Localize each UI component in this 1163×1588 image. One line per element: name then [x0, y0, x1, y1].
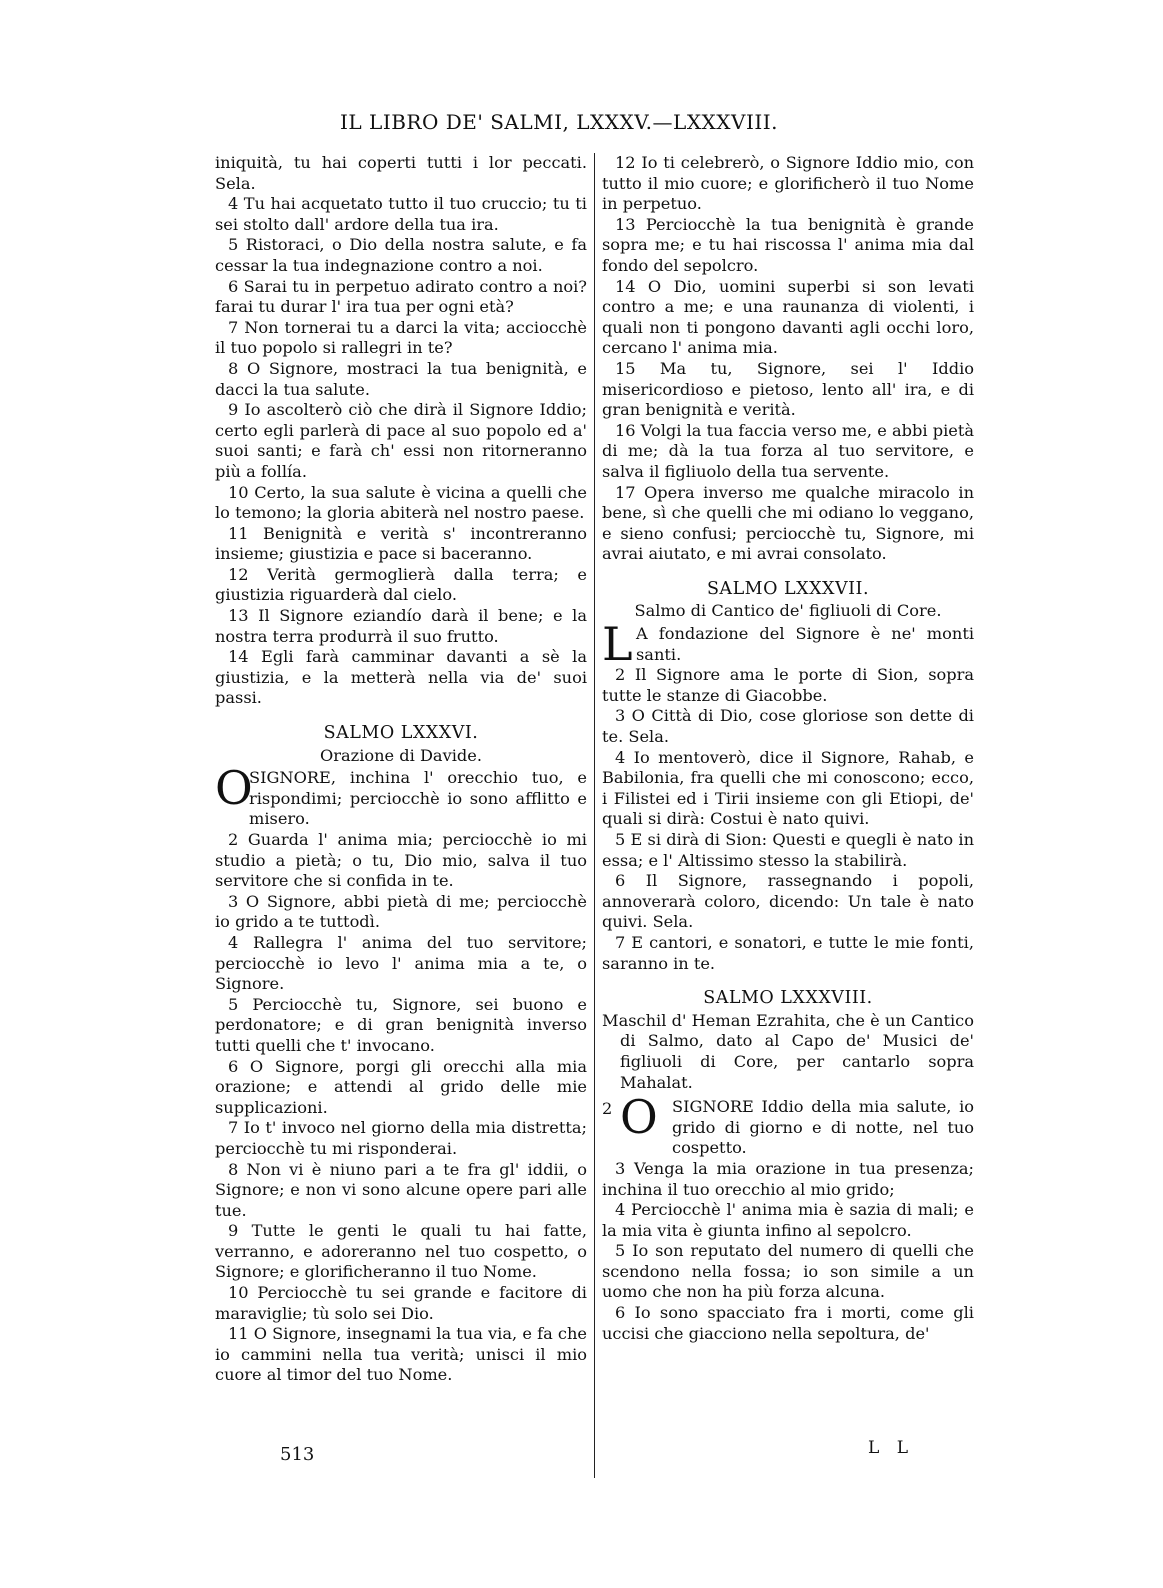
verse: 3 Venga la mia orazione in tua presenza; inchina il tuo orecchio al mio grido; — [602, 1158, 974, 1199]
psalm-subtitle: Salmo di Cantico de' figliuoli di Core. — [634, 601, 942, 621]
psalm-heading: SALMO LXXXVIII. — [703, 988, 873, 1009]
verse: 8 O Signore, mostraci la tua benignità, e dacci la tua salute. — [215, 358, 587, 399]
page-header: IL LIBRO DE' SALMI, LXXXV.—LXXXVIII. — [340, 110, 779, 134]
drop-cap: O — [620, 1090, 658, 1145]
verse: 10 Certo, la sua salute è vicina a quelli che lo temono; la gloria abiterà nel nostro paese. — [215, 482, 587, 523]
verse: 16 Volgi la tua faccia verso me, e abbi pietà di me; dà la tua forza al tuo servitore, e salva il figliuolo della tua servente. — [602, 420, 974, 481]
drop-cap: O — [215, 761, 253, 816]
verse-number: 2 — [602, 1099, 613, 1119]
verse: 6 Il Signore, rassegnando i popoli, annoverarà coloro, dicendo: Un tale è nato quivi. Sela. — [602, 871, 974, 932]
verse: 6 O Signore, porgi gli orecchi alla mia orazione; e attendi al grido delle mie supplicazioni. — [215, 1056, 587, 1117]
verse: 15 Ma tu, Signore, sei l' Iddio misericordioso e pietoso, lento all' ira, e di gran benignità e verità. — [602, 358, 974, 420]
psalm-superscript: Maschil d' Heman Ezrahita, che è un Cantico di Salmo, dato al Capo de' Musici de' figliuoli di Core, per cantarlo sopra Mahalat. — [602, 1010, 974, 1092]
verse: 3 O Signore, abbi pietà di me; perciocchè io grido a te tuttodì. — [215, 891, 587, 932]
verse: 13 Il Signore eziandío darà il bene; e la nostra terra produrrà il suo frutto. — [215, 606, 587, 646]
verse: 2 Il Signore ama le porte di Sion, sopra tutte le stanze di Giacobbe. — [602, 665, 974, 705]
psalm-first-verse — [602, 617, 974, 672]
psalm-first-verse — [602, 1090, 974, 1159]
verse: 14 Egli farà camminar davanti a sè la giustizia, e la metterà nella via de' suoi passi. — [215, 647, 587, 708]
right-column — [602, 153, 974, 1344]
verse: 17 Opera inverso me qualche miracolo in bene, sì che quelli che mi odiano lo veggano, e sieno confusi; perciocchè tu, Signore, mi avrai aiutato, e mi avrai consolato. — [602, 482, 974, 564]
verse: 5 Perciocchè tu, Signore, sei buono e perdonatore; e di gran benignità inverso tutti quelli che t' invocano. — [215, 994, 587, 1055]
verse: 13 Perciocchè la tua benignità è grande sopra me; e tu hai riscossa l' anima mia dal fondo del sepolcro. — [602, 214, 974, 275]
verse: 4 Tu hai acquetato tutto il tuo cruccio; tu ti sei stolto dall' ardore della tua ira. — [215, 194, 587, 234]
verse: 11 O Signore, insegnami la tua via, e fa che io cammini nella tua verità; unisci il mio cuore al timor del tuo Nome. — [215, 1324, 587, 1385]
first-verse-text: SIGNORE, inchina l' orecchio tuo, e rispondimi; perciocchè io sono afflitto e misero. — [249, 768, 587, 829]
verse: 4 Rallegra l' anima del tuo servitore; perciocchè io levo l' anima mia a te, o Signore. — [215, 932, 587, 994]
drop-cap: L — [602, 617, 633, 672]
left-column — [215, 153, 587, 1386]
verse: 7 Io t' invoco nel giorno della mia distretta; perciocchè tu mi risponderai. — [215, 1118, 587, 1158]
psalm-subtitle: Orazione di Davide. — [320, 745, 482, 765]
verse: 3 O Città di Dio, cose gloriose son dette di te. Sela. — [602, 706, 974, 747]
verse: 5 E si dirà di Sion: Questi e quegli è nato in essa; e l' Altissimo stesso la stabilirà. — [602, 830, 974, 870]
verse: 7 Non tornerai tu a darci la vita; acciocchè il tuo popolo si rallegri in te? — [215, 317, 587, 358]
verse: 8 Non vi è niuno pari a te fra gl' iddii, o Signore; e non vi sono alcune opere pari alle tue. — [215, 1159, 587, 1220]
signature-mark: L L — [868, 1438, 914, 1458]
page-number: 513 — [280, 1444, 315, 1465]
verse: 14 O Dio, uomini superbi si son levati contro a me; e una raunanza di violenti, i quali non ti pongono davanti agli occhi loro, cercano l' anima mia. — [602, 276, 974, 358]
psalm-heading: SALMO LXXXVI. — [323, 723, 479, 744]
verse: 9 Tutte le genti le quali tu hai fatte, verranno, e adoreranno nel tuo cospetto, o Signore; e glorificheranno il tuo Nome. — [215, 1221, 587, 1282]
verse: 6 Sarai tu in perpetuo adirato contro a noi? farai tu durar l' ira tua per ogni età? — [215, 276, 587, 317]
verse: 5 Ristoraci, o Dio della nostra salute, e fa cessar la tua indegnazione contro a noi. — [215, 235, 587, 275]
psalm-first-verse — [215, 761, 587, 830]
first-verse-text: SIGNORE Iddio della mia salute, io grido di giorno e di notte, nel tuo cospetto. — [672, 1097, 974, 1158]
verse: 6 Io sono spacciato fra i morti, come gli uccisi che giacciono nella sepoltura, de' — [602, 1303, 974, 1343]
verse: 4 Perciocchè l' anima mia è sazia di mali; e la mia vita è giunta infino al sepolcro. — [602, 1200, 974, 1240]
first-verse-text: A fondazione del Signore è ne' monti santi. — [636, 624, 974, 664]
verse: iniquità, tu hai coperti tutti i lor peccati. Sela. — [215, 153, 587, 193]
verse: 5 Io son reputato del numero di quelli che scendono nella fossa; io son simile a un uomo che non ha più forza alcuna. — [602, 1241, 974, 1302]
verse: 10 Perciocchè tu sei grande e facitore di maraviglie; tù solo sei Dio. — [215, 1283, 587, 1323]
verse: 12 Verità germoglierà dalla terra; e giustizia riguarderà dal cielo. — [215, 564, 587, 605]
verse: 2 Guarda l' anima mia; perciocchè io mi studio a pietà; o tu, Dio mio, salva il tuo servitore che si confida in te. — [215, 830, 587, 891]
verse: 7 E cantori, e sonatori, e tutte le mie fonti, saranno in te. — [602, 932, 974, 973]
psalm-heading: SALMO LXXXVII. — [706, 578, 870, 599]
verse: 4 Io mentoverò, dice il Signore, Rahab, e Babilonia, fra quelli che mi conoscono; ecco, i Filistei ed i Tirii insieme con gli Etiopi, de' quali si dirà: Costui è nato quivi. — [602, 747, 974, 829]
column-divider — [594, 153, 595, 1478]
verse: 9 Io ascolterò ciò che dirà il Signore Iddio; certo egli parlerà di pace al suo popolo ed a' suoi santi; e farà ch' essi non ritorneranno più a follía. — [215, 400, 587, 481]
verse: 12 Io ti celebrerò, o Signore Iddio mio, con tutto il mio cuore; e glorificherò il tuo Nome in perpetuo. — [602, 153, 974, 214]
verse: 11 Benignità e verità s' incontreranno insieme; giustizia e pace si baceranno. — [215, 523, 587, 564]
